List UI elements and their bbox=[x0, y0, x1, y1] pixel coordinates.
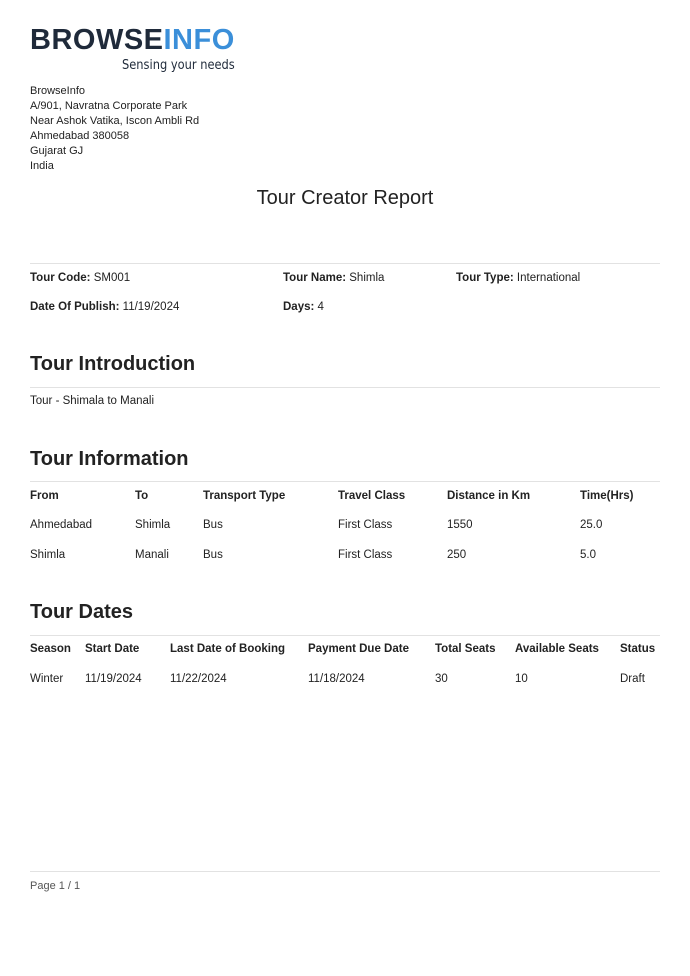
tour-name-value: Shimla bbox=[349, 272, 385, 284]
address-line: A/901, Navratna Corporate Park bbox=[30, 100, 188, 112]
dates-header-last-booking: Last Date of Booking bbox=[170, 643, 286, 655]
dates-cell-total-seats: 30 bbox=[435, 673, 448, 685]
address-line: India bbox=[30, 160, 54, 172]
info-cell-class: First Class bbox=[338, 549, 393, 561]
tour-name-field bbox=[283, 272, 384, 284]
info-header-time: Time(Hrs) bbox=[580, 490, 634, 502]
dates-cell-start: 11/19/2024 bbox=[85, 673, 142, 685]
company-address bbox=[30, 84, 199, 174]
info-cell-transport: Bus bbox=[203, 519, 223, 531]
tour-code-value: SM001 bbox=[93, 272, 131, 284]
address-line: Gujarat GJ bbox=[30, 145, 84, 157]
days-field bbox=[283, 301, 324, 313]
logo-word-info: INFO bbox=[163, 24, 235, 56]
publish-date-label: Date Of Publish: bbox=[30, 301, 120, 313]
tour-code-label: Tour Code: bbox=[30, 272, 91, 284]
address-line: Near Ashok Vatika, Iscon Ambli Rd bbox=[30, 115, 200, 127]
info-cell-time: 25.0 bbox=[580, 519, 603, 531]
info-cell-time: 5.0 bbox=[580, 549, 596, 561]
company-logo bbox=[30, 22, 240, 73]
dates-header-start: Start Date bbox=[85, 643, 140, 655]
dates-title: Tour Dates bbox=[30, 601, 133, 623]
dates-cell-last-booking: 11/22/2024 bbox=[170, 673, 227, 685]
info-cell-from: Ahmedabad bbox=[30, 519, 93, 531]
footer-divider bbox=[30, 871, 660, 872]
info-cell-distance: 250 bbox=[447, 549, 467, 561]
info-cell-class: First Class bbox=[338, 519, 393, 531]
publish-date-field bbox=[30, 301, 179, 313]
logo-wordmark bbox=[30, 22, 240, 58]
dates-header-total-seats: Total Seats bbox=[435, 643, 496, 655]
divider bbox=[30, 263, 660, 264]
dates-header-season: Season bbox=[30, 643, 71, 655]
address-line: Ahmedabad 380058 bbox=[30, 130, 130, 142]
divider bbox=[30, 387, 660, 388]
logo-word-browse: BROWSE bbox=[30, 24, 164, 56]
dates-header-available-seats: Available Seats bbox=[515, 643, 599, 655]
dates-header-status: Status bbox=[620, 643, 656, 655]
tour-code-field bbox=[30, 272, 130, 284]
dates-cell-available-seats: 10 bbox=[515, 673, 528, 685]
address-line: BrowseInfo bbox=[30, 85, 86, 97]
tour-type-label: Tour Type: bbox=[456, 272, 514, 284]
introduction-title: Tour Introduction bbox=[30, 353, 196, 375]
dates-cell-status: Draft bbox=[620, 673, 645, 685]
dates-header-payment-due: Payment Due Date bbox=[308, 643, 409, 655]
info-header-transport: Transport Type bbox=[203, 490, 286, 502]
introduction-text: Tour - Shimala to Manali bbox=[30, 395, 154, 407]
publish-date-value: 11/19/2024 bbox=[122, 301, 180, 313]
days-label: Days: bbox=[283, 301, 315, 313]
days-value: 4 bbox=[317, 301, 324, 313]
info-header-distance: Distance in Km bbox=[447, 490, 531, 502]
divider bbox=[30, 635, 660, 636]
info-cell-transport: Bus bbox=[203, 549, 223, 561]
info-cell-from: Shimla bbox=[30, 549, 66, 561]
report-title: Tour Creator Report bbox=[256, 187, 434, 209]
info-cell-to: Manali bbox=[135, 549, 169, 561]
logo-tagline: Sensing your needs bbox=[122, 58, 235, 73]
divider bbox=[30, 481, 660, 482]
tour-type-field bbox=[456, 272, 580, 284]
tour-type-value: International bbox=[516, 272, 581, 284]
dates-cell-payment-due: 11/18/2024 bbox=[308, 673, 365, 685]
info-header-to: To bbox=[135, 490, 149, 502]
info-header-from: From bbox=[30, 490, 59, 502]
tour-name-label: Tour Name: bbox=[283, 272, 347, 284]
page-number: Page 1 / 1 bbox=[30, 880, 81, 892]
info-cell-distance: 1550 bbox=[447, 519, 473, 531]
info-cell-to: Shimla bbox=[135, 519, 171, 531]
information-title: Tour Information bbox=[30, 448, 189, 470]
info-header-class: Travel Class bbox=[338, 490, 406, 502]
dates-cell-season: Winter bbox=[30, 673, 64, 685]
